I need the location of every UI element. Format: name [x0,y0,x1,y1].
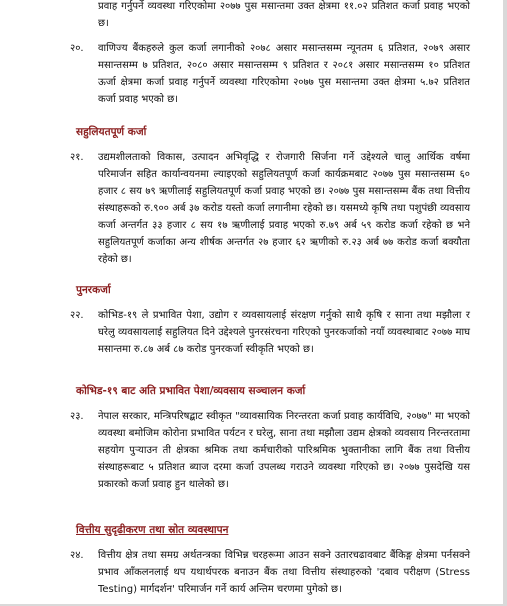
paragraph-20 [70,40,470,108]
paragraph-text: वित्तीय क्षेत्र तथा समग्र अर्थतन्त्रका विभिन्न चरहरूमा आउन सक्ने उतारचढावबाट बैंकिङ्ग क्षेत्रमा पर्नसक्ने प्रभाव आँकलनलाई थप यथार्थपरक बनाउन बैंक तथा वित्तीय संस्थाहरुको 'दबाव परीक्षण (Stress Testing) मार्गदर्शन' परिमार्जन गर्ने कार्य अन्तिम चरणमा पुगेको छ। [98,550,470,595]
paragraph-number: २३. [70,411,84,422]
paragraph-number: २४. [70,550,84,561]
paragraph-number: २१. [70,152,84,163]
paragraph-text: प्रवाह गर्नुपर्ने व्यवस्था गरिएकोमा २०७७ पुस मसान्तमा उक्त क्षेत्रमा ११.०२ प्रतिशत कर्जा प्रवाह भएको छ। [98,1,470,29]
section-heading-concessional-loan: सहुलियतपूर्ण कर्जा [76,126,147,138]
page-edge-right [503,0,507,606]
paragraph-number: २०. [70,43,84,54]
section-heading-covid-business-loan: कोभिड-१९ बाट अति प्रभावित पेशा/व्यवसाय सञ्चालन कर्जा [76,385,306,397]
section-heading-refinance: पुनरकर्जा [76,284,111,296]
paragraph-23 [70,408,470,493]
paragraph-number: २२. [70,310,84,321]
paragraph-21 [70,149,470,268]
paragraph-text: उद्यमशीलताको विकास, उत्पादन अभिवृद्धि र रोजगारी सिर्जना गर्ने उद्देश्यले चालु आर्थिक वर्षमा परिमार्जन सहित कार्यान्वयनमा ल्याइएको सहुलियतपूर्ण कर्जा कार्यक्रमबाट २०७७ पुस मसान्तसम्म ६० हजार ८ सय ७९ ऋणीलाई सहुलियतपूर्ण कर्जा प्रवाह भएको छ। २०७७ पुस मसान्तसम्म बैंक तथा वित्तीय संस्थाहरूको रु.९०० अर्ब ३७ करोड यस्तो कर्जा लगानीमा रहेको छ। यसमध्ये कृषि तथा पशुपंछी व्यवसाय कर्जा अन्तर्गत ३३ हजार ८ सय १७ ऋणीलाई प्रवाह भएको रु.७९ अर्ब ५९ करोड कर्जा रहेको छ भने सहुलियतपूर्ण कर्जाका अन्य शीर्षक अन्तर्गत २७ हजार ६२ ऋणीको रु.२३ अर्ब ७७ करोड कर्जा बक्यौता रहेको छ। [98,152,470,265]
paragraph-text: नेपाल सरकार, मन्त्रिपरिषद्बाट स्वीकृत "व्यावसायिक निरन्तरता कर्जा प्रवाह कार्यविधि, २०७७" मा भएको व्यवस्था बमोजिम कोरोना प्रभावित पर्यटन र घरेलु, साना तथा मझौला उद्यम क्षेत्रको व्यवसाय निरन्तरतामा सहयोग पुऱ्याउन ती क्षेत्रका श्रमिक तथा कर्मचारीको पारिश्रमिक भुक्तानीका लागि बैंक तथा वित्तीय संस्थाहरूबाट ५ प्रतिशत ब्याज दरमा कर्जा उपलब्ध गराउने व्यवस्था गरिएको छ। २०७७ पुसदेखि यस प्रकारको कर्जा प्रवाह हुन थालेको छ। [98,411,470,490]
paragraph-text: वाणिज्य बैंकहरुले कुल कर्जा लगानीको २०७८ असार मसान्तसम्म न्यूनतम ६ प्रतिशत, २०७९ असार मसान्तसम्म ७ प्रतिशत, २०८० असार मसान्तसम्म ९ प्रतिशत र २०८१ असार मसान्तसम्म १० प्रतिशत ऊर्जा क्षेत्रमा कर्जा प्रवाह गर्नुपर्ने व्यवस्था गरिएकोमा २०७७ पुस मसान्तमा उक्त क्षेत्रमा ५.७२ प्रतिशत कर्जा प्रवाह भएको छ। [98,43,470,105]
section-heading-financial-strengthening: वित्तीय सुदृढीकरण तथा स्रोत व्यवस्थापन [76,524,229,536]
paragraph-22 [70,307,470,358]
paragraph-text: कोभिड-१९ ले प्रभावित पेशा, उद्योग र व्यवसायलाई संरक्षण गर्नुको साथै कृषि र साना तथा मझौला र घरेलु व्यवसायलाई सहुलियत दिने उद्देश्यले पुनरसंरचना गरिएको पुनरकर्जाको नयाँ व्यवस्थाबाट २०७७ माघ मसान्तमा रु.८७ अर्ब ८७ करोड पुनरकर्जा स्वीकृति भएको छ। [98,310,470,355]
paragraph-continued [70,0,470,32]
paragraph-24 [70,547,470,598]
